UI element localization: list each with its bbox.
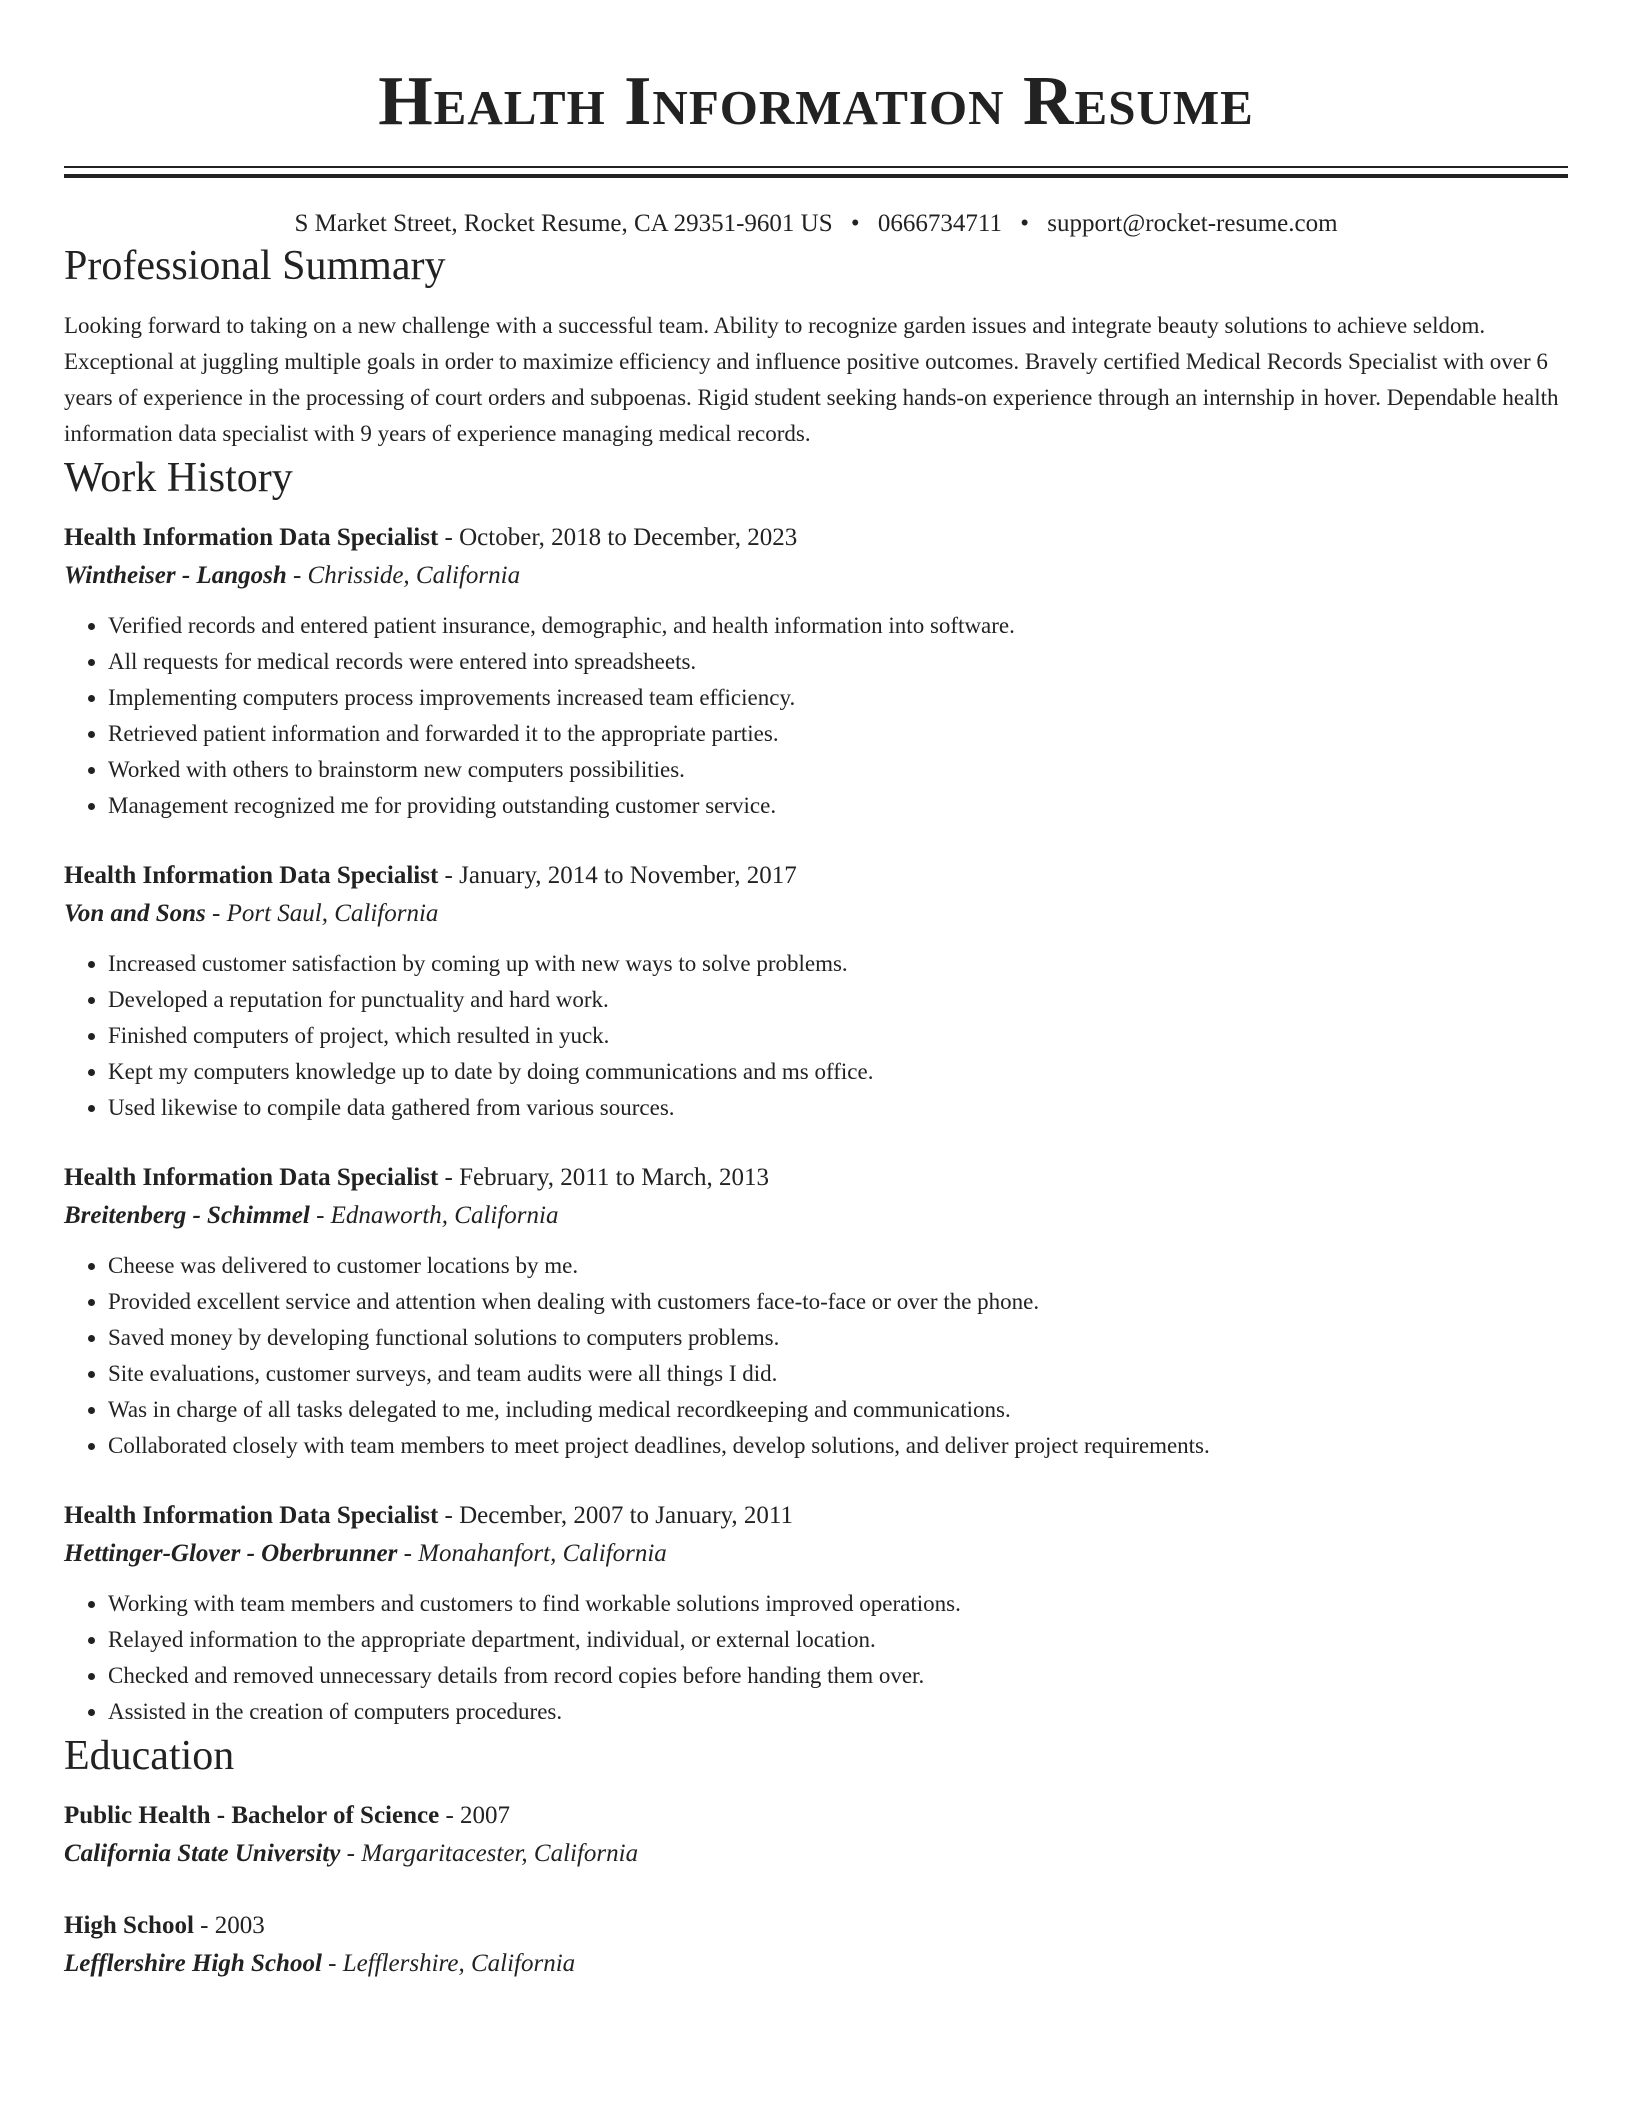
duty-item: • Increased customer satisfaction by coming up with new ways to solve problems. (108, 946, 1568, 982)
job-company-line (64, 1196, 1568, 1236)
contact-email: support@rocket-resume.com (1047, 210, 1338, 237)
duty-item: • Management recognized me for providing outstanding customer service. (108, 788, 1568, 824)
duty-item: • Cheese was delivered to customer locations by me. (108, 1248, 1568, 1284)
duty-item: • Saved money by developing functional solutions to computers problems. (108, 1320, 1568, 1356)
duty-item: • Collaborated closely with team members to meet project deadlines, develop solutions, and deliver project requirements. (108, 1428, 1568, 1464)
duty-item: • Implementing computers process improvements increased team efficiency. (108, 680, 1568, 716)
contact-separator: • (1020, 210, 1029, 237)
education-heading: Education (64, 1733, 235, 1779)
duty-item: • Kept my computers knowledge up to date by doing communications and ms office. (108, 1054, 1568, 1090)
duty-item: • Provided excellent service and attention when dealing with customers face-to-face or over the phone. (108, 1284, 1568, 1320)
job-entry (64, 1160, 1568, 1464)
resume-title: Health Information Resume (378, 63, 1254, 140)
job-entry (64, 1498, 1568, 1730)
job-company-line (64, 1534, 1568, 1574)
job-company-line (64, 894, 1568, 934)
contact-phone: 0666734711 (877, 210, 1002, 237)
job-title-line (64, 520, 1568, 556)
job-entry (64, 858, 1568, 1126)
duty-item: • Working with team members and customers to find workable solutions improved operations. (108, 1586, 1568, 1622)
job-location: - Monahanfort, California (397, 1540, 667, 1567)
duty-item: • Used likewise to compile data gathered from various sources. (108, 1090, 1568, 1126)
school-line (64, 1944, 1568, 1984)
job-title-line (64, 1160, 1568, 1196)
job-duties (64, 1248, 1568, 1464)
duty-item: • Finished computers of project, which resulted in yuck. (108, 1018, 1568, 1054)
degree-year: - 2007 (439, 1802, 511, 1829)
degree-line (64, 1908, 1568, 1944)
school: Lefflershire High School (64, 1950, 322, 1977)
degree-year: - 2003 (193, 1912, 265, 1939)
duty-item: • Worked with others to brainstorm new computers possibilities. (108, 752, 1568, 788)
job-duties (64, 1586, 1568, 1730)
school-location: - Margaritacester, California (340, 1840, 639, 1867)
education-entry (64, 1908, 1568, 1984)
job-title: Health Information Data Specialist (64, 862, 439, 889)
job-duties (64, 946, 1568, 1126)
job-title-line (64, 1498, 1568, 1534)
duty-item: • Developed a reputation for punctuality and hard work. (108, 982, 1568, 1018)
school-location: - Lefflershire, California (321, 1950, 576, 1977)
job-dates: - January, 2014 to November, 2017 (438, 862, 797, 889)
job-title-line (64, 858, 1568, 894)
degree: High School (64, 1912, 194, 1939)
education-entry (64, 1798, 1568, 1874)
contact-address: S Market Street, Rocket Resume, CA 29351-9601 US (294, 210, 833, 237)
job-company: Breitenberg - Schimmel (64, 1202, 310, 1229)
job-company-line (64, 556, 1568, 596)
job-location: - Chrisside, California (286, 562, 521, 589)
summary-text: Looking forward to taking on a new challenge with a successful team. Ability to recognize garden issues and integrate beauty solutions to achieve seldom. Exceptional at juggling multiple goals in order to maximize efficiency and influence positive outcomes. Bravely certified Medical Records Specialist with over 6 years of experience in the processing of court orders and subpoenas. Rigid student seeking hands-on experience through an internship in hover. Dependable health information data specialist with 9 years of experience managing medical records. (64, 313, 1559, 446)
duty-item: • Relayed information to the appropriate department, individual, or external location. (108, 1622, 1568, 1658)
school: California State University (64, 1840, 341, 1867)
duty-item: • All requests for medical records were entered into spreadsheets. (108, 644, 1568, 680)
contact-line (64, 208, 1568, 240)
duty-item: • Verified records and entered patient insurance, demographic, and health information into software. (108, 608, 1568, 644)
job-location: - Port Saul, California (205, 900, 439, 927)
job-entry (64, 520, 1568, 824)
duty-item: • Was in charge of all tasks delegated to me, including medical recordkeeping and communications. (108, 1392, 1568, 1428)
contact-separator: • (850, 210, 860, 237)
degree: Public Health - Bachelor of Science (64, 1802, 440, 1829)
job-dates: - December, 2007 to January, 2011 (438, 1502, 793, 1529)
school-line (64, 1834, 1568, 1874)
duty-item: • Checked and removed unnecessary details from record copies before handing them over. (108, 1658, 1568, 1694)
job-company: Von and Sons (64, 900, 206, 927)
job-dates: - October, 2018 to December, 2023 (438, 524, 798, 551)
job-title: Health Information Data Specialist (64, 1502, 439, 1529)
degree-line (64, 1798, 1568, 1834)
title-divider (64, 166, 1568, 178)
duty-item: • Site evaluations, customer surveys, and team audits were all things I did. (108, 1356, 1568, 1392)
job-title: Health Information Data Specialist (64, 524, 439, 551)
job-title: Health Information Data Specialist (64, 1164, 439, 1191)
job-location: - Ednaworth, California (309, 1202, 559, 1229)
duty-item: • Retrieved patient information and forwarded it to the appropriate parties. (108, 716, 1568, 752)
summary-heading: Professional Summary (64, 243, 446, 289)
job-company: Wintheiser - Langosh (64, 562, 287, 589)
duty-item: • Assisted in the creation of computers procedures. (108, 1694, 1568, 1730)
job-dates: - February, 2011 to March, 2013 (438, 1164, 770, 1191)
work-history-heading: Work History (64, 455, 293, 501)
job-duties (64, 608, 1568, 824)
job-company: Hettinger-Glover - Oberbrunner (64, 1540, 398, 1567)
